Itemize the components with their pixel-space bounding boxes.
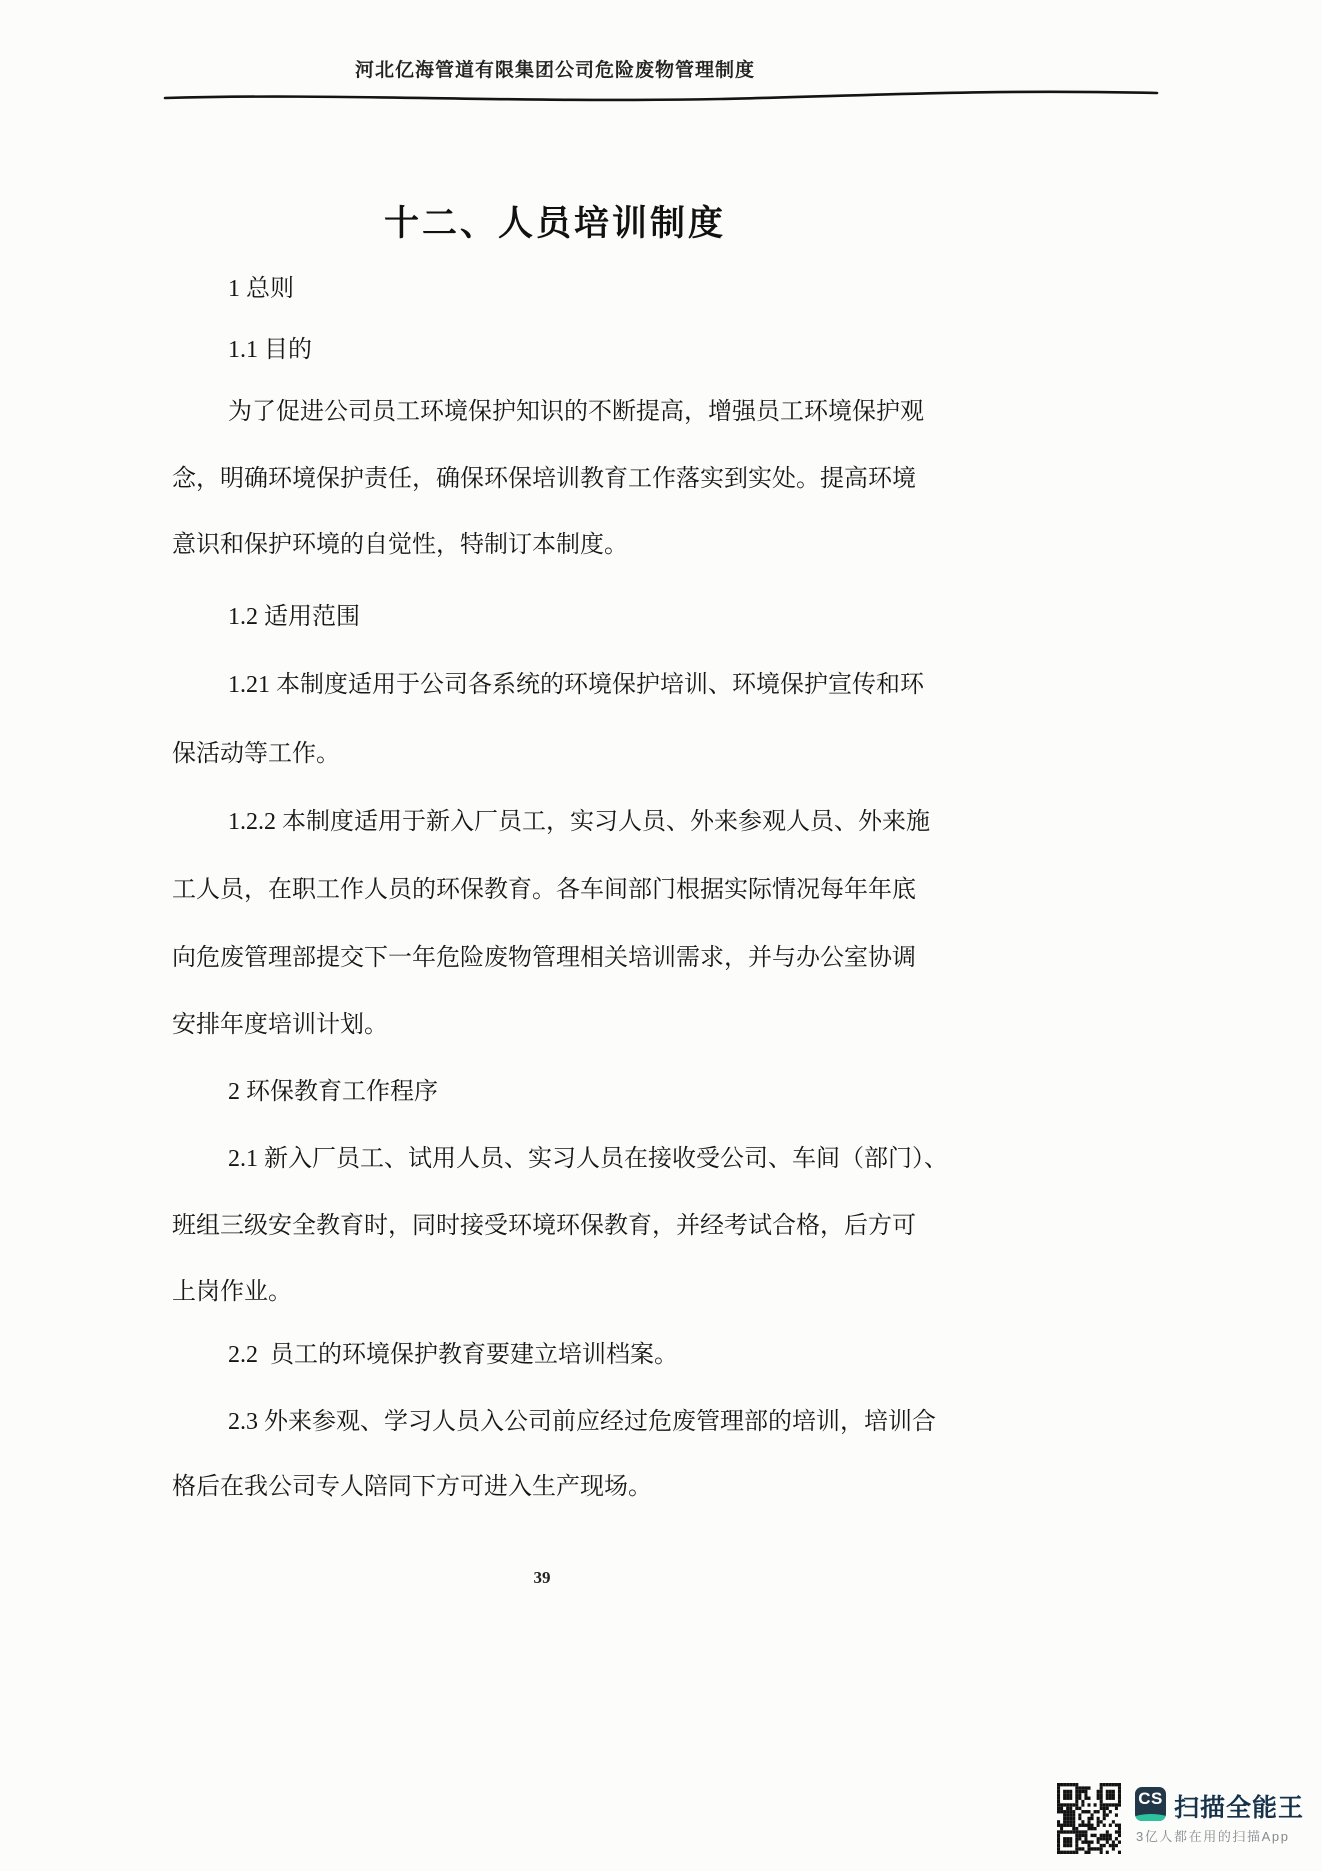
document-text-line: 向危废管理部提交下一年危险废物管理相关培训需求，并与办公室协调 <box>172 945 916 971</box>
document-text-line: 安排年度培训计划。 <box>172 1012 388 1038</box>
document-text-line: 2.2 员工的环境保护教育要建立培训档案。 <box>228 1342 678 1368</box>
logo-letters: CS <box>1138 1789 1163 1808</box>
document-text-line: 1.2.2 本制度适用于新入厂员工，实习人员、外来参观人员、外来施 <box>228 809 930 835</box>
document-text-line: 意识和保护环境的自觉性，特制订本制度。 <box>172 532 628 558</box>
document-text-line: 念，明确环境保护责任，确保环保培训教育工作落实到实处。提高环境 <box>172 466 916 492</box>
document-text-line: 2 环保教育工作程序 <box>228 1079 438 1105</box>
document-text-line: 2.3 外来参观、学习人员入公司前应经过危废管理部的培训，培训合 <box>228 1409 936 1435</box>
document-text-line: 格后在我公司专人陪同下方可进入生产现场。 <box>172 1474 652 1500</box>
logo-swoosh <box>1135 1814 1166 1821</box>
document-text-line: 为了促进公司员工环境保护知识的不断提高，增强员工环境保护观 <box>228 399 924 425</box>
watermark-tagline: 3亿人都在用的扫描App <box>1136 1829 1290 1844</box>
document-text-line: 工人员，在职工作人员的环保教育。各车间部门根据实际情况每年年底 <box>172 877 916 903</box>
document-text-line: 1 总则 <box>228 276 294 302</box>
document-text-line: 1.2 适用范围 <box>228 604 360 630</box>
document-text-line: 1.1 目的 <box>228 337 312 363</box>
camscanner-watermark <box>1050 1776 1312 1862</box>
document-text-line: 2.1 新入厂员工、试用人员、实习人员在接收受公司、车间（部门）、 <box>228 1146 948 1172</box>
qr-code-icon <box>1057 1783 1121 1854</box>
watermark-app-name: 扫描全能王 <box>1174 1794 1305 1822</box>
document-text-line: 上岗作业。 <box>172 1279 292 1305</box>
document-header: 河北亿海管道有限集团公司危险废物管理制度 <box>354 60 755 81</box>
document-text-line: 1.21 本制度适用于公司各系统的环境保护培训、环境保护宣传和环 <box>228 672 924 698</box>
camscanner-logo-icon <box>1135 1787 1166 1821</box>
document-text-line: 保活动等工作。 <box>172 741 340 767</box>
document-text-line: 班组三级安全教育时，同时接受环境环保教育，并经考试合格，后方可 <box>172 1213 916 1239</box>
page-number: 39 <box>533 1568 551 1587</box>
page-title: 十二、人员培训制度 <box>383 204 726 243</box>
